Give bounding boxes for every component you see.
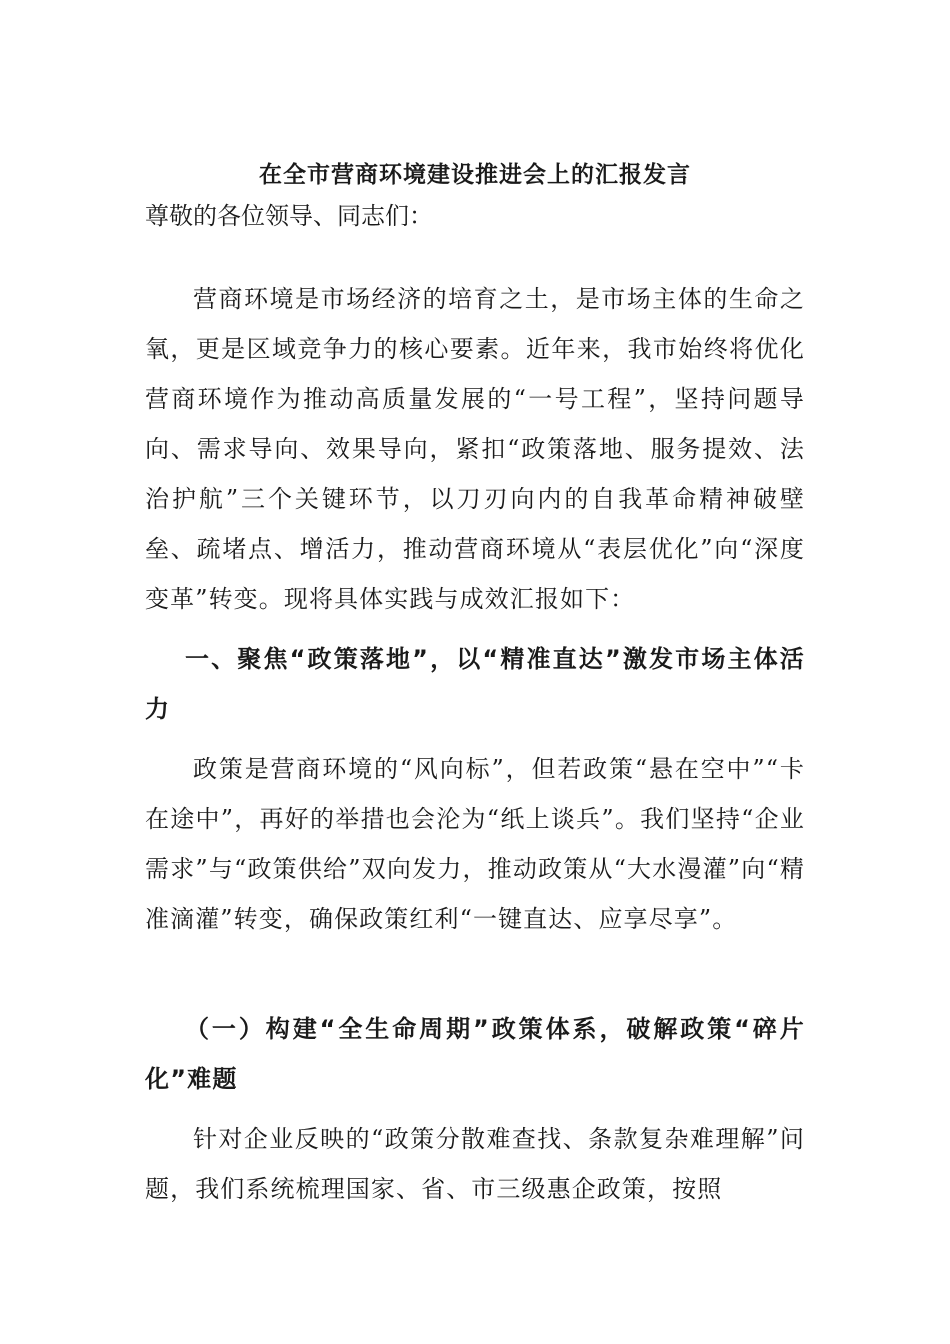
salutation: 尊敬的各位领导、同志们： <box>145 202 433 230</box>
document-title: 在全市营商环境建设推进会上的汇报发言 <box>259 162 691 188</box>
section-heading-1: 一、聚焦“政策落地”，以“精准直达”激发市场主体活力 <box>145 645 805 723</box>
body-paragraph-2: 政策是营商环境的“风向标”，但若政策“悬在空中”“卡在途中”，再好的举措也会沦为“纸上谈兵”。我们坚持“企业需求”与“政策供给”双向发力，推动政策从“大水漫灌”向“精准滴灌”转变，确保政策红利“一键直达、应享尽享”。 <box>145 755 805 933</box>
body-paragraph-3: 针对企业反映的“政策分散难查找、条款复杂难理解”问题，我们系统梳理国家、省、市三级惠企政策，按照 <box>145 1125 805 1203</box>
body-paragraph-1: 营商环境是市场经济的培育之土，是市场主体的生命之氧，更是区域竞争力的核心要素。近年来，我市始终将优化营商环境作为推动高质量发展的“一号工程”，坚持问题导向、需求导向、效果导向，紧扣“政策落地、服务提效、法治护航”三个关键环节，以刀刃向内的自我革命精神破壁垒、疏堵点、增活力，推动营商环境从“表层优化”向“深度变革”转变。现将具体实践与成效汇报如下： <box>145 285 805 613</box>
subsection-heading-1: （一）构建“全生命周期”政策体系，破解政策“碎片化”难题 <box>145 1015 805 1093</box>
